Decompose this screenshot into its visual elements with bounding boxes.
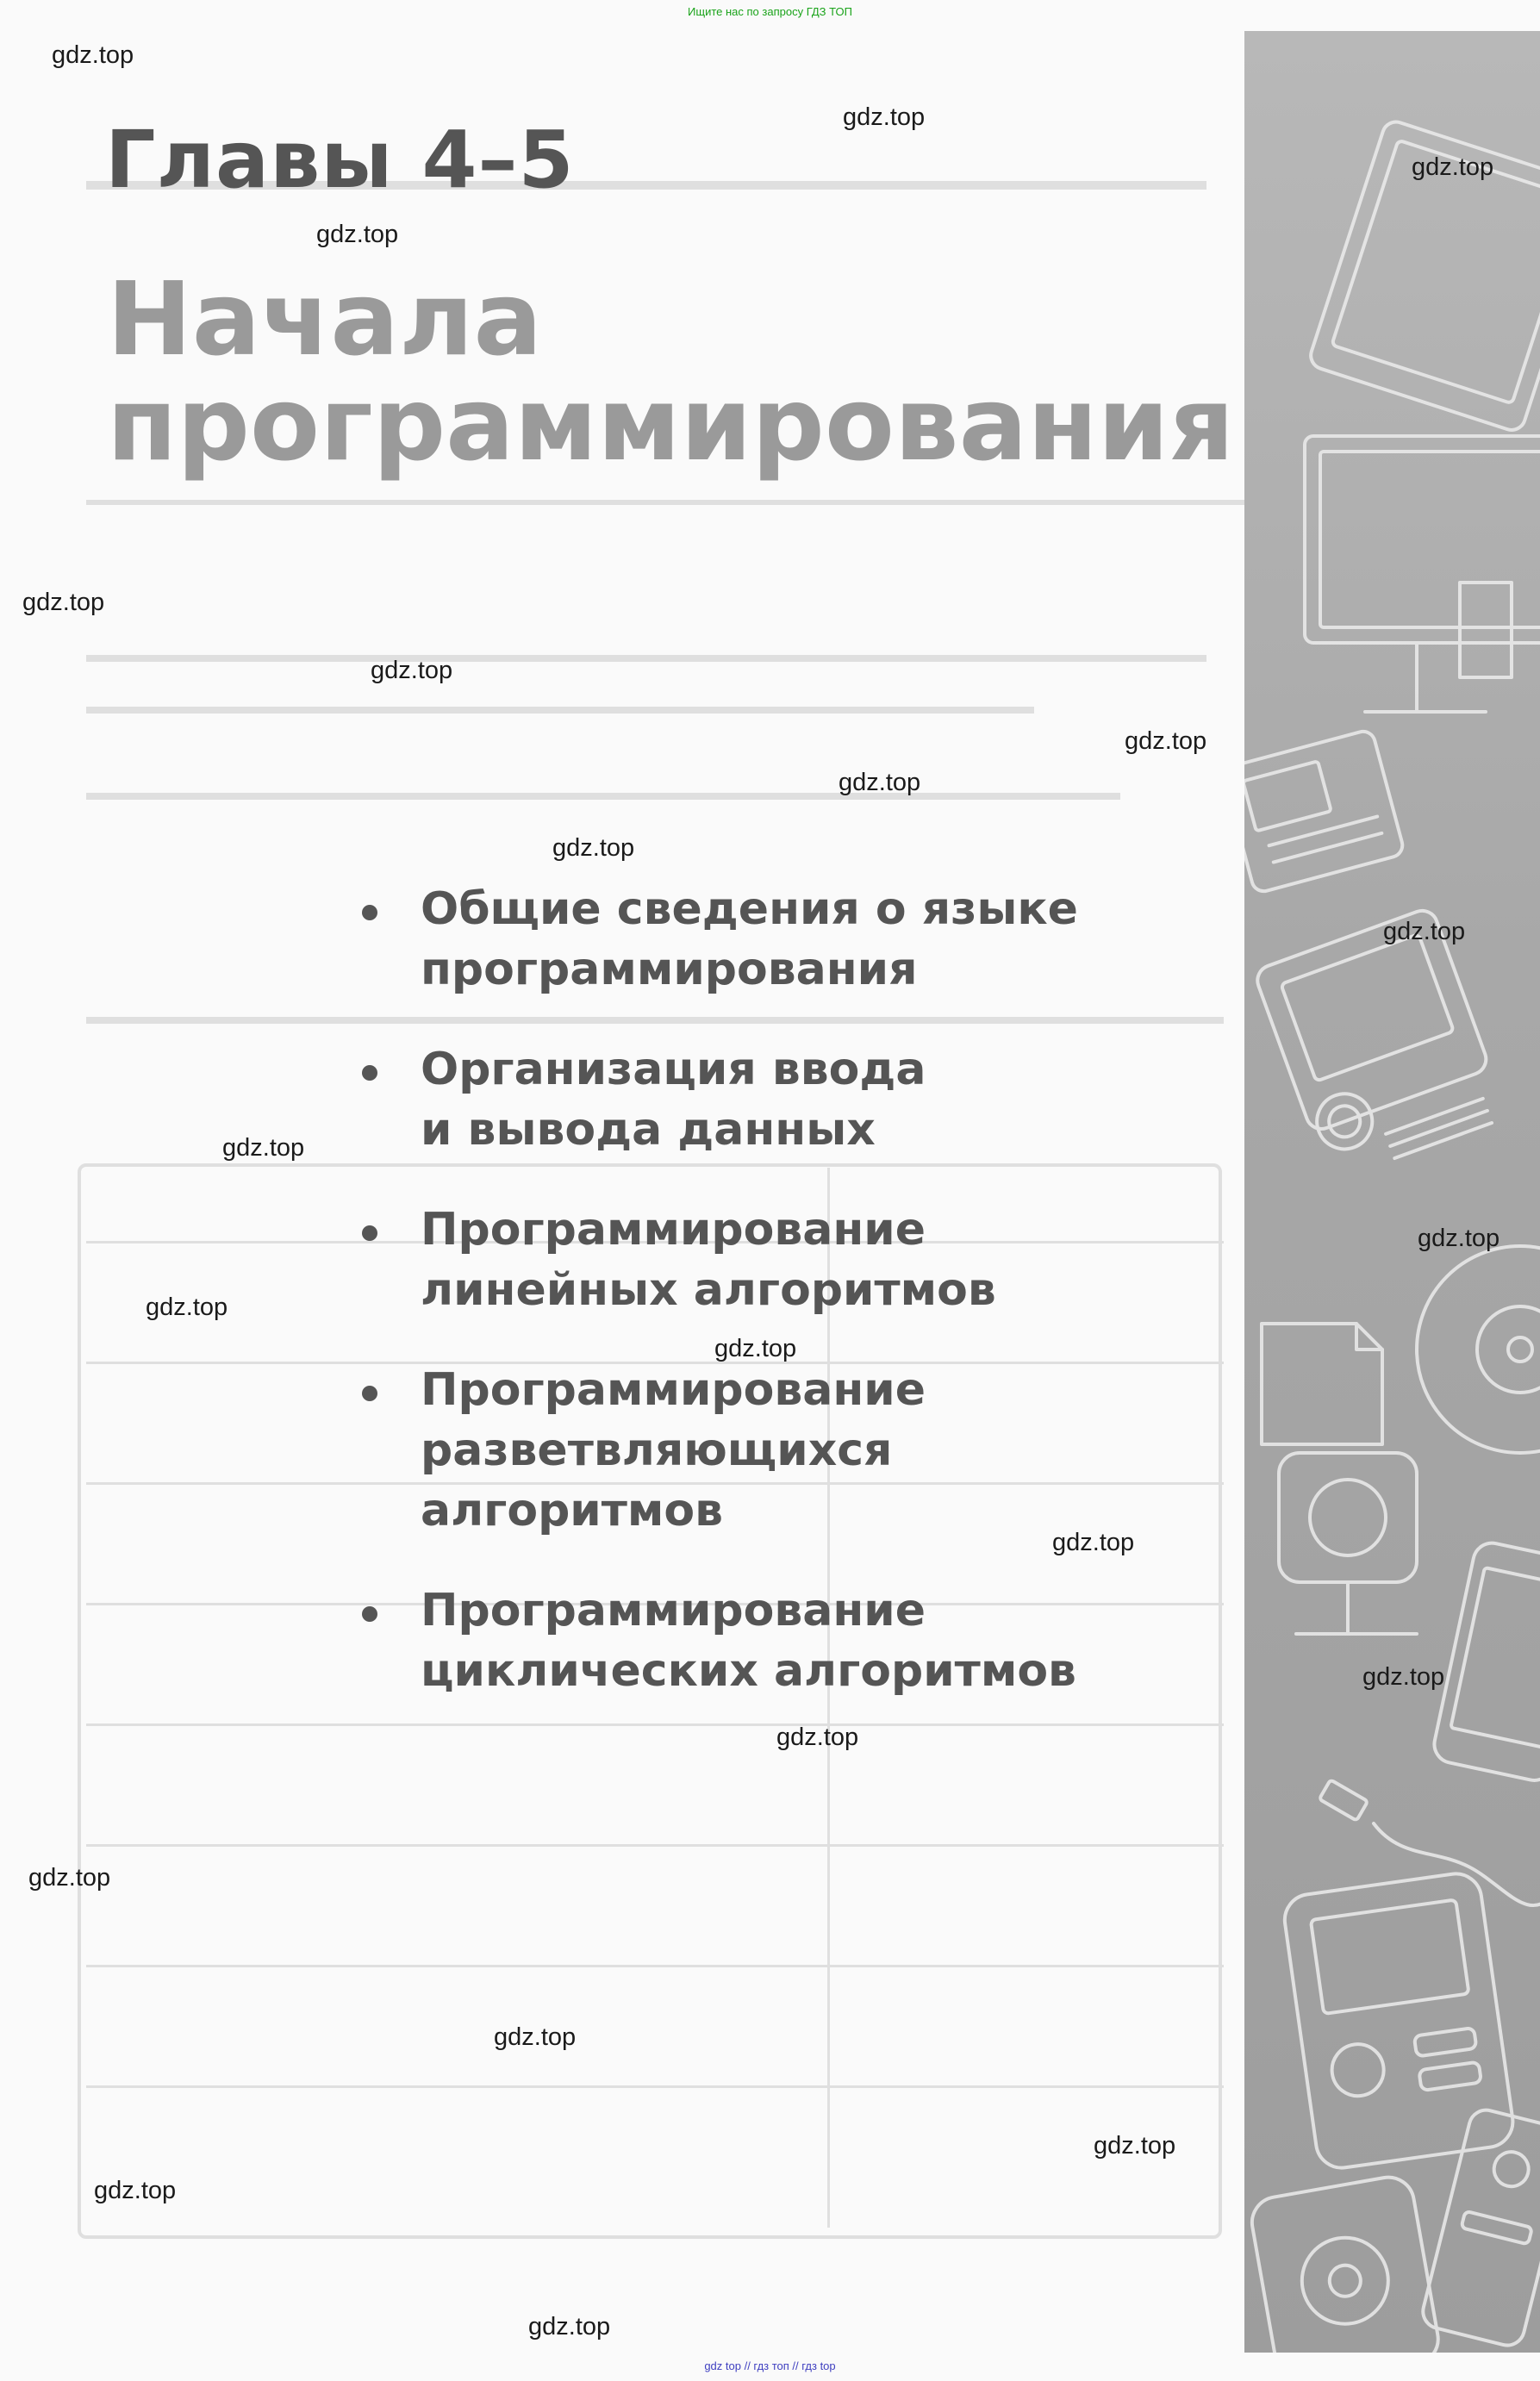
watermark: gdz.top [222,1134,305,1162]
topic-item [362,1200,1078,1320]
watermark: gdz.top [28,1864,111,1892]
photo-camera-drawing [1253,907,1508,1182]
topic-item [362,1039,1078,1160]
watermark: gdz.top [316,221,399,248]
watermark: gdz.top [1412,153,1494,181]
topic-line: Организация ввода [421,1044,926,1095]
topic-line: Программирование [421,1364,926,1416]
media-player-drawing [1248,2173,1442,2353]
watermark: gdz.top [1094,2132,1176,2160]
watermark: gdz.top [552,834,635,862]
footer-note[interactable]: gdz top // гдз топ // гдз top [704,2359,836,2372]
bullet-icon [362,1225,377,1241]
bullet-icon [362,1386,377,1401]
bullet-icon [362,1606,377,1622]
topic-line: линейных алгоритмов [421,1264,996,1316]
chapter-title-line: Начала [107,259,543,378]
watermark: gdz.top [1383,918,1466,945]
topic-line: Общие сведения о языке [421,883,1078,935]
watermark: gdz.top [1125,727,1207,755]
topic-line: алгоритмов [421,1485,723,1536]
topic-line: циклических алгоритмов [421,1645,1076,1697]
watermark: gdz.top [776,1723,859,1751]
handheld-device-drawing [1281,1871,1516,2172]
disc-drawing [1417,1246,1540,1453]
topic-item [362,1580,1078,1701]
phone-drawing [1431,1540,1540,1784]
header-note[interactable]: Ищите нас по запросу ГДЗ ТОП [688,5,852,18]
watermark: gdz.top [52,41,134,69]
camera-drawing [1244,729,1405,894]
topics-list [362,879,1078,1701]
topic-line: и вывода данных [421,1104,876,1156]
watermark: gdz.top [494,2023,577,2051]
devices-illustration [1244,31,1540,2353]
watermark: gdz.top [1052,1529,1135,1556]
watermark: gdz.top [1362,1663,1445,1691]
topic-item [362,879,1078,1000]
webcam-drawing [1279,1453,1417,1634]
watermark: gdz.top [22,589,105,616]
watermark: gdz.top [843,103,926,131]
topic-line: программирования [421,944,918,995]
topic-line: Программирование [421,1585,926,1636]
bullet-icon [362,1065,377,1081]
topic-line: разветвляющихся [421,1424,893,1476]
decorative-devices-panel [1244,31,1540,2353]
bullet-icon [362,905,377,920]
chapter-title [107,259,1235,483]
watermark: gdz.top [146,1293,228,1321]
watermark: gdz.top [528,2313,611,2340]
gamepad-drawing [1419,2106,1540,2348]
watermark: gdz.top [371,657,453,684]
chapter-title-line: программирования [107,364,1235,483]
watermark: gdz.top [714,1335,797,1362]
watermark: gdz.top [839,769,921,796]
watermark: gdz.top [1418,1225,1500,1252]
watermark: gdz.top [94,2177,177,2204]
document-drawing [1262,1324,1382,1444]
topic-item [362,1360,1078,1541]
topic-line: Программирование [421,1204,926,1256]
monitor-drawing [1305,436,1540,712]
chapter-number: Главы 4–5 [105,114,575,206]
